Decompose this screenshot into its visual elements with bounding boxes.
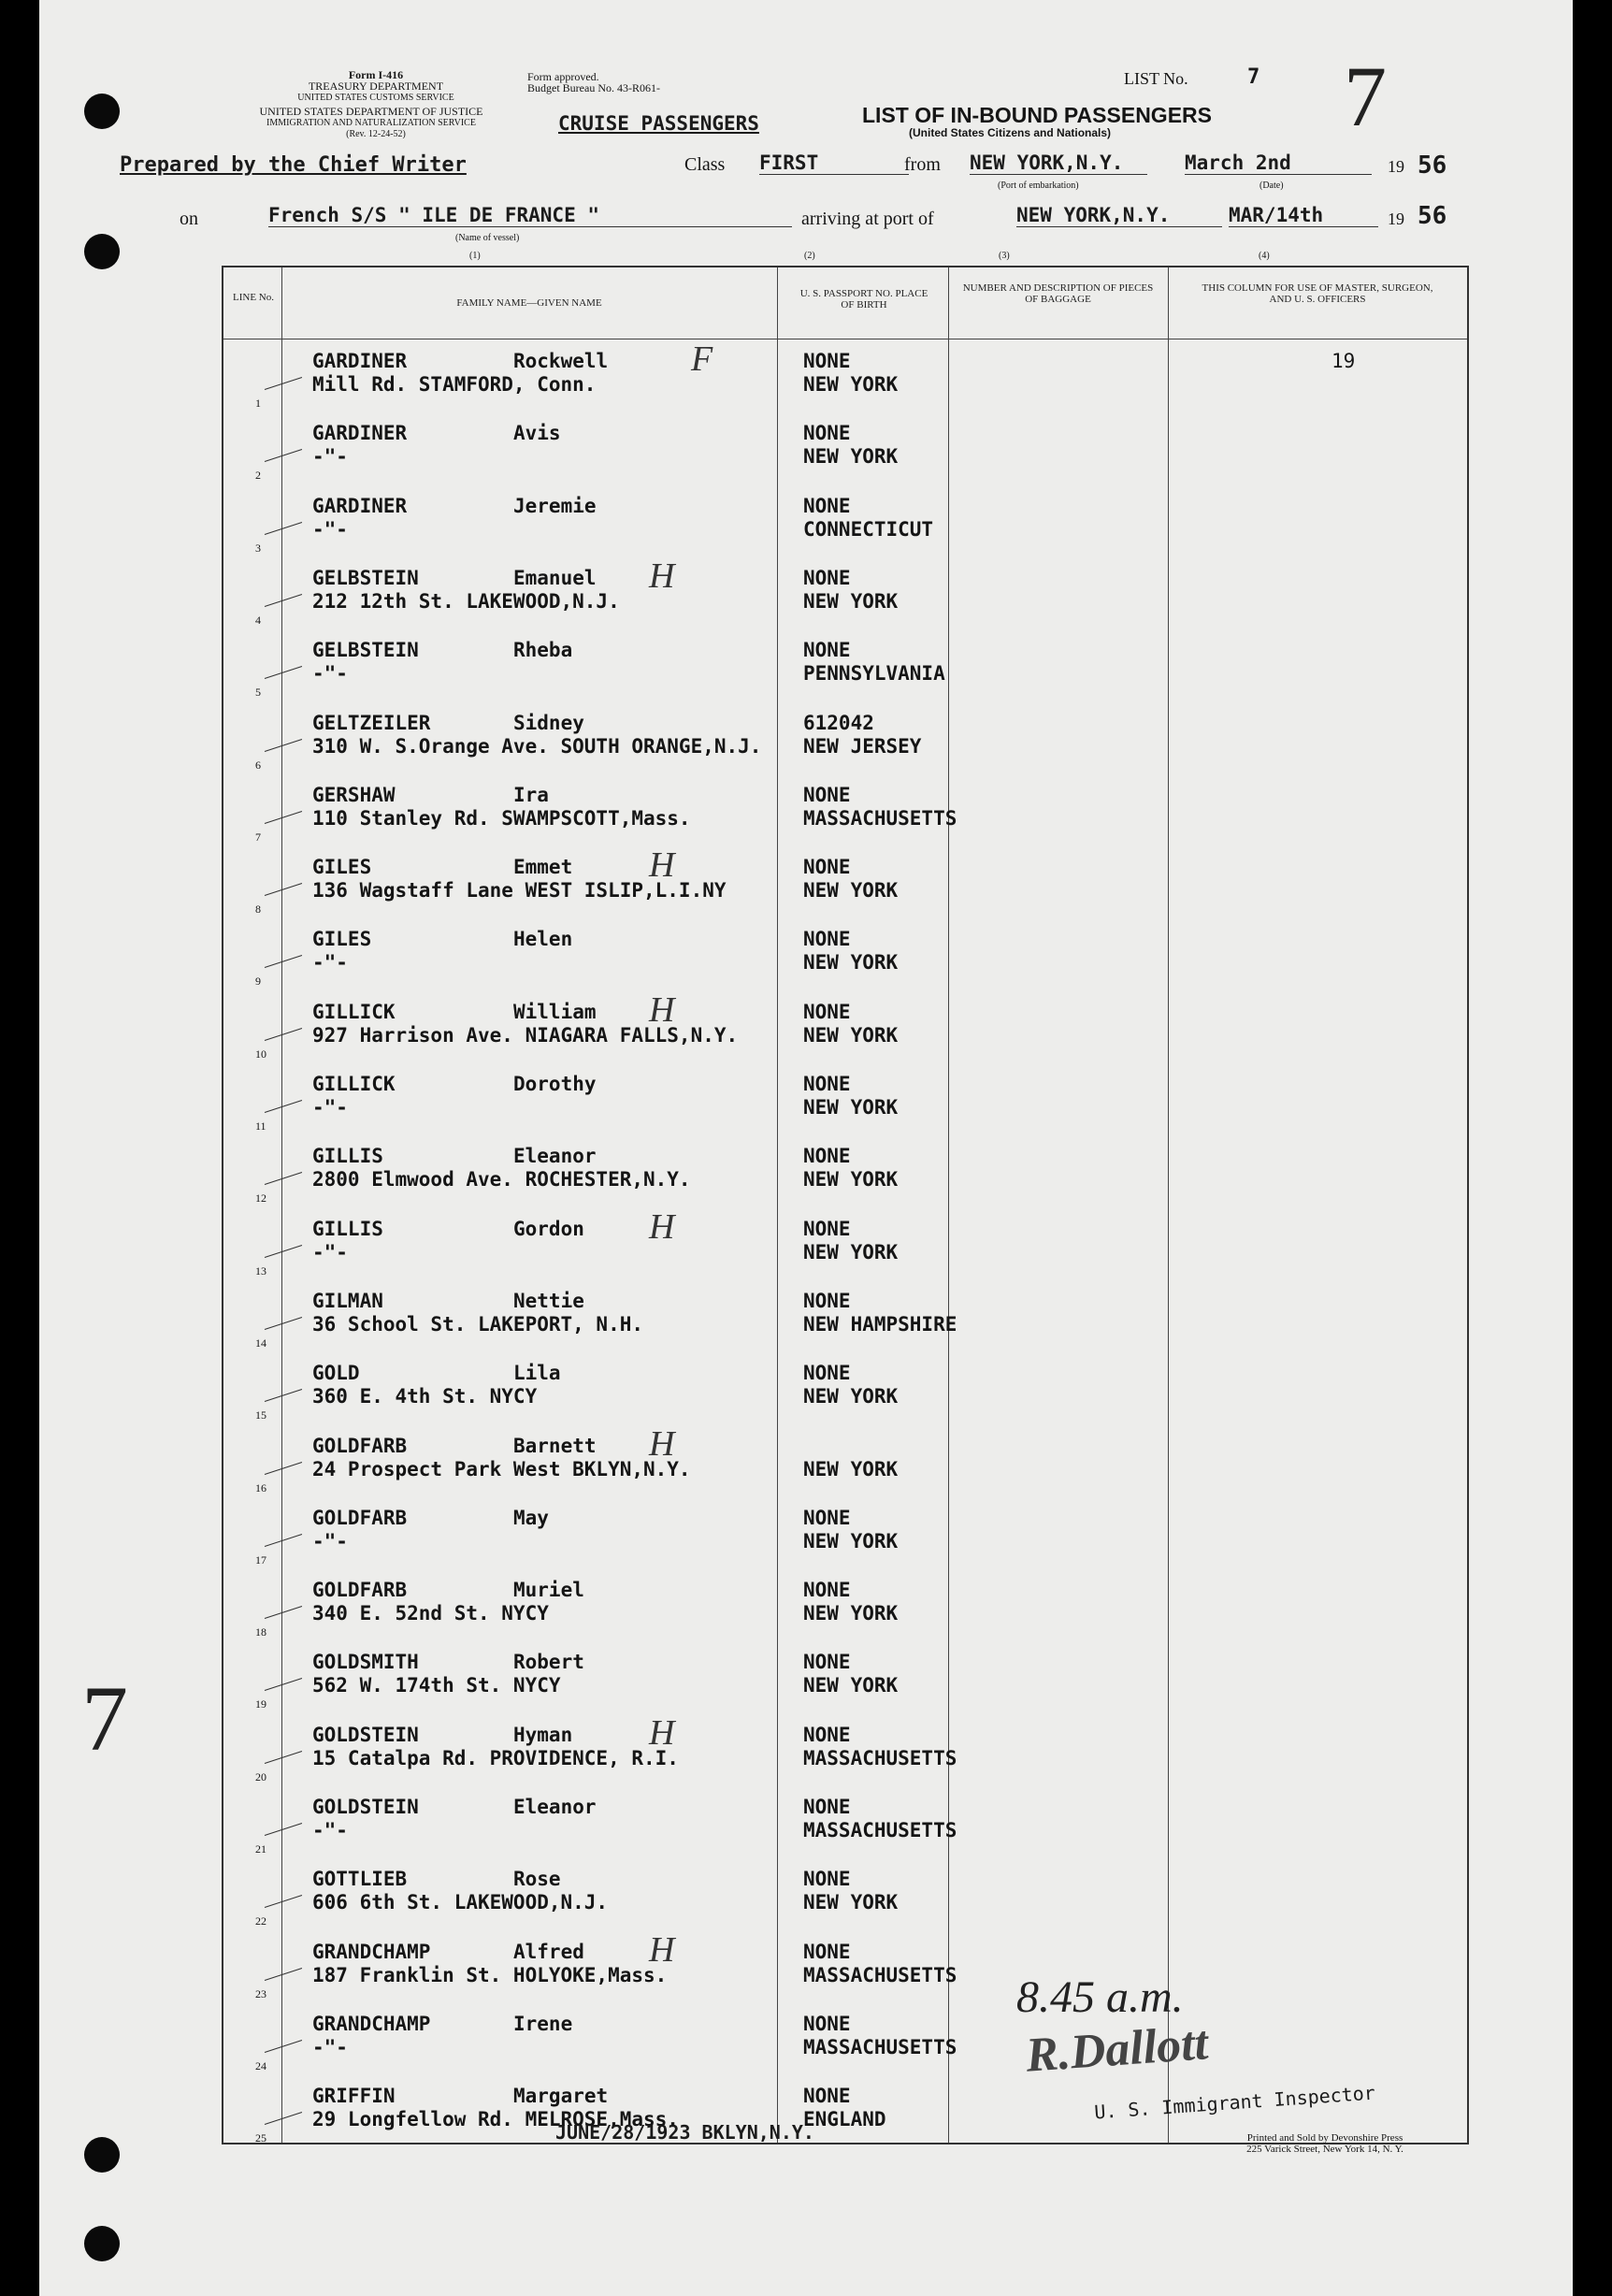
line-number: 14 xyxy=(255,1336,266,1350)
cruise-passengers: CRUISE PASSENGERS xyxy=(558,112,759,135)
table-row xyxy=(223,1137,1467,1209)
table-row xyxy=(223,1354,1467,1426)
given-name: Lila xyxy=(513,1362,561,1385)
line-tick xyxy=(265,1751,302,1764)
line-tick xyxy=(265,1895,302,1908)
family-name: GRANDCHAMP xyxy=(312,2012,431,2035)
passport-number: NONE xyxy=(803,1145,851,1168)
family-name: GELBSTEIN xyxy=(312,566,419,589)
address: -"- xyxy=(312,1096,348,1119)
table-row xyxy=(223,1571,1467,1643)
place-of-birth: NEW YORK xyxy=(803,1457,899,1480)
given-name: May xyxy=(513,1506,549,1529)
passport-number: NONE xyxy=(803,1940,851,1963)
vessel-name: French S/S " ILE DE FRANCE " xyxy=(268,204,792,227)
address: 187 Franklin St. HOLYOKE,Mass. xyxy=(312,1963,668,1986)
date-value: March 2nd xyxy=(1185,152,1372,175)
address: 110 Stanley Rd. SWAMPSCOTT,Mass. xyxy=(312,806,691,830)
passport-number: NONE xyxy=(803,566,851,589)
table-row xyxy=(223,776,1467,848)
passport-number: NONE xyxy=(803,1723,851,1746)
line-tick xyxy=(265,594,302,607)
given-name: Hyman xyxy=(513,1723,573,1746)
handwritten-mark: H xyxy=(649,1206,675,1247)
line-tick xyxy=(265,1172,302,1185)
address: 136 Wagstaff Lane WEST ISLIP,L.I.NY xyxy=(312,879,727,903)
address: -"- xyxy=(312,1240,348,1264)
given-name: Robert xyxy=(513,1651,584,1674)
place-of-birth: NEW YORK xyxy=(803,589,899,613)
family-name: GOLDSTEIN xyxy=(312,1723,419,1746)
line-tick xyxy=(265,1678,302,1691)
family-name: GOTTLIEB xyxy=(312,1868,408,1891)
header-baggage: NUMBER AND DESCRIPTION OF PIECES OF BAGGAGE xyxy=(962,282,1154,305)
address: 15 Catalpa Rd. PROVIDENCE, R.I. xyxy=(312,1746,679,1769)
arrival-date: MAR/14th xyxy=(1229,204,1378,227)
line-tick xyxy=(265,1462,302,1475)
line-tick xyxy=(265,1389,302,1402)
line-number: 24 xyxy=(255,2058,266,2072)
given-name: Alfred xyxy=(513,1940,584,1963)
table-row xyxy=(223,1788,1467,1860)
passport-number: NONE xyxy=(803,1506,851,1529)
place-of-birth: MASSACHUSETTS xyxy=(803,1746,957,1769)
form-approved: Form approved. xyxy=(527,70,599,83)
col-num-1: (1) xyxy=(469,251,481,261)
arrival-year: 56 xyxy=(1418,202,1447,230)
family-name: GILES xyxy=(312,856,372,879)
passport-number: NONE xyxy=(803,350,851,372)
family-name: GILMAN xyxy=(312,1289,383,1312)
table-row xyxy=(223,1929,1467,2005)
line-number: 16 xyxy=(255,1480,266,1495)
revision: (Rev. 12-24-52) xyxy=(346,129,406,139)
table-row xyxy=(223,1712,1467,1788)
line-tick xyxy=(265,811,302,824)
line-number: 21 xyxy=(255,1842,266,1856)
given-name: Avis xyxy=(513,422,561,445)
table-row xyxy=(223,1206,1467,1282)
table-row xyxy=(223,1860,1467,1932)
table-row xyxy=(223,2005,1467,2077)
place-of-birth: NEW YORK xyxy=(803,445,899,469)
family-name: GARDINER xyxy=(312,422,408,445)
col-num-2: (2) xyxy=(804,251,815,261)
line-tick xyxy=(265,2040,302,2053)
family-name: GOLDFARB xyxy=(312,1434,408,1457)
line-number: 1 xyxy=(255,397,261,410)
place-of-birth: NEW YORK xyxy=(803,1023,899,1047)
given-name: Jeremie xyxy=(513,494,597,517)
birthdate-note: JUNE/28/1923 BKLYN,N.Y. xyxy=(555,2121,814,2144)
passport-number: 612042 xyxy=(803,711,874,734)
given-name: William xyxy=(513,1000,597,1023)
header-name: FAMILY NAME—GIVEN NAME xyxy=(456,297,602,309)
given-name: Gordon xyxy=(513,1217,584,1240)
place-of-birth: MASSACHUSETTS xyxy=(803,806,957,830)
given-name: Ira xyxy=(513,783,549,806)
passport-number: NONE xyxy=(803,1289,851,1312)
family-name: GILLICK xyxy=(312,1000,396,1023)
address: -"- xyxy=(312,662,348,686)
line-number: 15 xyxy=(255,1408,266,1422)
passport-number: NONE xyxy=(803,639,851,662)
address: -"- xyxy=(312,1819,348,1841)
family-name: GELBSTEIN xyxy=(312,639,419,662)
header-line-no: LINE No. xyxy=(233,292,274,303)
header-officers: THIS COLUMN FOR USE OF MASTER, SURGEON, AND U. S. OFFICERS xyxy=(1202,282,1433,305)
address: 310 W. S.Orange Ave. SOUTH ORANGE,N.J. xyxy=(312,734,762,758)
line-number: 8 xyxy=(255,903,261,917)
line-number: 22 xyxy=(255,1914,266,1928)
place-of-birth: NEW YORK xyxy=(803,879,899,903)
address: -"- xyxy=(312,1529,348,1552)
class-label: Class xyxy=(684,154,726,175)
line-tick xyxy=(265,2112,302,2125)
line-tick xyxy=(265,955,302,968)
passport-number: NONE xyxy=(803,928,851,951)
place-of-birth: MASSACHUSETTS xyxy=(803,1819,957,1841)
punch-hole xyxy=(84,94,120,129)
year-value: 56 xyxy=(1418,152,1447,180)
table-row xyxy=(223,339,1467,414)
printer-line-1: Printed and Sold by Devonshire Press xyxy=(1246,2132,1403,2144)
line-tick xyxy=(265,1028,302,1041)
place-of-birth: MASSACHUSETTS xyxy=(803,2035,957,2058)
table-row xyxy=(223,920,1467,992)
given-name: Emmet xyxy=(513,856,573,879)
given-name: Rheba xyxy=(513,639,573,662)
place-of-birth: PENNSYLVANIA xyxy=(803,662,945,686)
family-name: GELTZEILER xyxy=(312,711,431,734)
family-name: GOLDFARB xyxy=(312,1506,408,1529)
address: Mill Rd. STAMFORD, Conn. xyxy=(312,373,597,396)
address: 360 E. 4th St. NYCY xyxy=(312,1385,538,1408)
line-number: 4 xyxy=(255,613,261,627)
address: -"- xyxy=(312,517,348,541)
given-name: Barnett xyxy=(513,1434,597,1457)
line-tick xyxy=(265,522,302,535)
col-num-3: (3) xyxy=(999,251,1010,261)
place-of-birth: NEW HAMPSHIRE xyxy=(803,1312,957,1336)
table-row xyxy=(223,556,1467,631)
line-number: 10 xyxy=(255,1047,266,1061)
place-of-birth: NEW YORK xyxy=(803,1602,899,1625)
line-number: 17 xyxy=(255,1552,266,1567)
table-row xyxy=(223,704,1467,776)
place-of-birth: NEW JERSEY xyxy=(803,734,922,758)
given-name: Margaret xyxy=(513,2085,609,2108)
place-of-birth: NEW YORK xyxy=(803,1674,899,1697)
header-passport: U. S. PASSPORT NO. PLACE OF BIRTH xyxy=(799,288,928,310)
family-name: GOLD xyxy=(312,1362,360,1385)
line-number: 6 xyxy=(255,758,261,772)
passport-number: NONE xyxy=(803,1362,851,1385)
handwritten-mark: H xyxy=(649,556,675,596)
class-value: FIRST xyxy=(759,152,909,175)
table-row xyxy=(223,1282,1467,1354)
family-name: GILLIS xyxy=(312,1217,383,1240)
place-of-birth: CONNECTICUT xyxy=(803,517,934,541)
passport-number: NONE xyxy=(803,2012,851,2035)
line-number: 23 xyxy=(255,1986,266,2000)
line-tick xyxy=(265,739,302,752)
year-prefix: 19 xyxy=(1388,157,1404,176)
family-name: GILLIS xyxy=(312,1145,383,1168)
inspector-title: U. S. Immigrant Inspector xyxy=(1093,2081,1376,2124)
place-of-birth: NEW YORK xyxy=(803,1891,899,1914)
table-row xyxy=(223,487,1467,559)
table-row xyxy=(223,414,1467,486)
given-name: Irene xyxy=(513,2012,573,2035)
address: 927 Harrison Ave. NIAGARA FALLS,N.Y. xyxy=(312,1023,739,1047)
handwritten-mark: H xyxy=(649,989,675,1030)
on-label: on xyxy=(180,209,198,229)
line-tick xyxy=(265,377,302,390)
treasury-dept: TREASURY DEPARTMENT xyxy=(308,79,444,93)
from-label: from xyxy=(904,154,941,175)
family-name: GILES xyxy=(312,928,372,951)
embark-caption: (Port of embarkation) xyxy=(998,181,1079,191)
date-caption: (Date) xyxy=(1259,181,1284,191)
ins-service: IMMIGRATION AND NATURALIZATION SERVICE xyxy=(266,118,476,128)
line-tick xyxy=(265,883,302,896)
table-row xyxy=(223,989,1467,1065)
given-name: Muriel xyxy=(513,1579,584,1602)
family-name: GRANDCHAMP xyxy=(312,1940,431,1963)
passport-number: NONE xyxy=(803,494,851,517)
address: 24 Prospect Park West BKLYN,N.Y. xyxy=(312,1457,691,1480)
given-name: Dorothy xyxy=(513,1073,597,1095)
line-number: 25 xyxy=(255,2131,266,2145)
line-number: 20 xyxy=(255,1769,266,1783)
given-name: Eleanor xyxy=(513,1796,597,1818)
table-row xyxy=(223,631,1467,703)
handwritten-mark: H xyxy=(649,1423,675,1464)
line-number: 7 xyxy=(255,830,261,844)
col-num-4: (4) xyxy=(1259,251,1270,261)
from-value: NEW YORK,N.Y. xyxy=(970,152,1147,175)
passport-number: NONE xyxy=(803,1579,851,1602)
punch-hole xyxy=(84,234,120,269)
table-row xyxy=(223,845,1467,920)
arriving-label: arriving at port of xyxy=(801,209,934,229)
handwritten-mark: H xyxy=(649,1712,675,1753)
passport-number: NONE xyxy=(803,1073,851,1095)
form-subtitle: (United States Citizens and Nationals) xyxy=(909,126,1112,139)
line-number: 9 xyxy=(255,975,261,989)
punch-hole xyxy=(84,2137,120,2173)
family-name: GOLDSTEIN xyxy=(312,1796,419,1818)
given-name: Sidney xyxy=(513,711,584,734)
list-label: LIST No. xyxy=(1124,69,1188,88)
line-number: 3 xyxy=(255,541,261,555)
arrival-port: NEW YORK,N.Y. xyxy=(1016,204,1222,227)
table-row xyxy=(223,1423,1467,1499)
arrival-year-prefix: 19 xyxy=(1388,209,1404,228)
address: 36 School St. LAKEPORT, N.H. xyxy=(312,1312,644,1336)
place-of-birth: ENGLAND xyxy=(803,2108,886,2131)
passport-number: NONE xyxy=(803,1000,851,1023)
line-number: 2 xyxy=(255,469,261,483)
customs-service: UNITED STATES CUSTOMS SERVICE xyxy=(297,93,454,103)
line-tick xyxy=(265,1317,302,1330)
line-number: 19 xyxy=(255,1697,266,1711)
family-name: GILLICK xyxy=(312,1073,396,1095)
margin-note: 7 xyxy=(81,1667,128,1770)
passport-number: NONE xyxy=(803,1796,851,1818)
line-tick xyxy=(265,666,302,679)
address: 29 Longfellow Rd. MELROSE,Mass. xyxy=(312,2108,679,2131)
passenger-table xyxy=(222,266,1469,2144)
given-name: Nettie xyxy=(513,1289,584,1312)
place-of-birth: NEW YORK xyxy=(803,951,899,975)
line-tick xyxy=(265,1534,302,1547)
given-name: Helen xyxy=(513,928,573,951)
address: -"- xyxy=(312,951,348,975)
place-of-birth: NEW YORK xyxy=(803,1096,899,1119)
passport-number: NONE xyxy=(803,856,851,879)
place-of-birth: NEW YORK xyxy=(803,1168,899,1191)
inspector-signature: R.Dallott xyxy=(1024,2016,1210,2083)
address: 340 E. 52nd St. NYCY xyxy=(312,1602,549,1625)
list-number-typed: 7 xyxy=(1247,65,1260,89)
line-tick xyxy=(265,449,302,462)
handwritten-mark: H xyxy=(649,845,675,886)
address: 212 12th St. LAKEWOOD,N.J. xyxy=(312,589,620,613)
family-name: GARDINER xyxy=(312,350,408,372)
form-title: LIST OF IN-BOUND PASSENGERS xyxy=(862,103,1212,127)
address: 2800 Elmwood Ave. ROCHESTER,N.Y. xyxy=(312,1168,691,1191)
line-number: 11 xyxy=(255,1119,266,1133)
justice-dept: UNITED STATES DEPARTMENT OF JUSTICE xyxy=(259,105,483,118)
passport-number: NONE xyxy=(803,422,851,445)
passport-number: NONE xyxy=(803,1651,851,1674)
family-name: GOLDSMITH xyxy=(312,1651,419,1674)
place-of-birth: NEW YORK xyxy=(803,1385,899,1408)
line-tick xyxy=(265,1606,302,1619)
family-name: GOLDFARB xyxy=(312,1579,408,1602)
given-name: Rose xyxy=(513,1868,561,1891)
line-tick xyxy=(265,1100,302,1113)
time-note: 8.45 a.m. xyxy=(1016,1972,1184,2022)
table-row xyxy=(223,1499,1467,1571)
address: -"- xyxy=(312,445,348,469)
address: -"- xyxy=(312,2035,348,2058)
passport-number: NONE xyxy=(803,2085,851,2108)
given-name: Rockwell xyxy=(513,350,609,372)
table-row xyxy=(223,1065,1467,1137)
passport-number: NONE xyxy=(803,783,851,806)
line-number: 18 xyxy=(255,1625,266,1639)
list-number-handwritten: 7 xyxy=(1344,49,1387,144)
table-row xyxy=(223,1643,1467,1715)
family-name: GRIFFIN xyxy=(312,2085,396,2108)
line-tick xyxy=(265,1245,302,1258)
passport-number: NONE xyxy=(803,1868,851,1891)
printer-line-2: 225 Varick Street, New York 14, N. Y. xyxy=(1246,2144,1403,2155)
line-number: 5 xyxy=(255,686,261,700)
place-of-birth: NEW YORK xyxy=(803,373,899,396)
given-name: Eleanor xyxy=(513,1145,597,1168)
family-name: GERSHAW xyxy=(312,783,396,806)
passport-number: NONE xyxy=(803,1217,851,1240)
place-of-birth: MASSACHUSETTS xyxy=(803,1963,957,1986)
vessel-caption: (Name of vessel) xyxy=(455,233,520,243)
address: 606 6th St. LAKEWOOD,N.J. xyxy=(312,1891,609,1914)
handwritten-mark: H xyxy=(649,1929,675,1970)
prepared-by: Prepared by the Chief Writer xyxy=(120,153,467,177)
handwritten-mark: F xyxy=(691,339,713,379)
place-of-birth: NEW YORK xyxy=(803,1240,899,1264)
given-name: Emanuel xyxy=(513,566,597,589)
document-page xyxy=(39,0,1573,2296)
address: 562 W. 174th St. NYCY xyxy=(312,1674,561,1697)
place-of-birth: NEW YORK xyxy=(803,1529,899,1552)
form-number: Form I-416 xyxy=(348,68,404,81)
punch-hole xyxy=(84,2226,120,2261)
line-number: 12 xyxy=(255,1191,266,1206)
line-number: 13 xyxy=(255,1264,266,1278)
budget-bureau: Budget Bureau No. 43-R061- xyxy=(527,81,660,94)
line-tick xyxy=(265,1823,302,1836)
officer-note: 19 xyxy=(1331,350,1356,372)
line-tick xyxy=(265,1968,302,1981)
family-name: GARDINER xyxy=(312,494,408,517)
